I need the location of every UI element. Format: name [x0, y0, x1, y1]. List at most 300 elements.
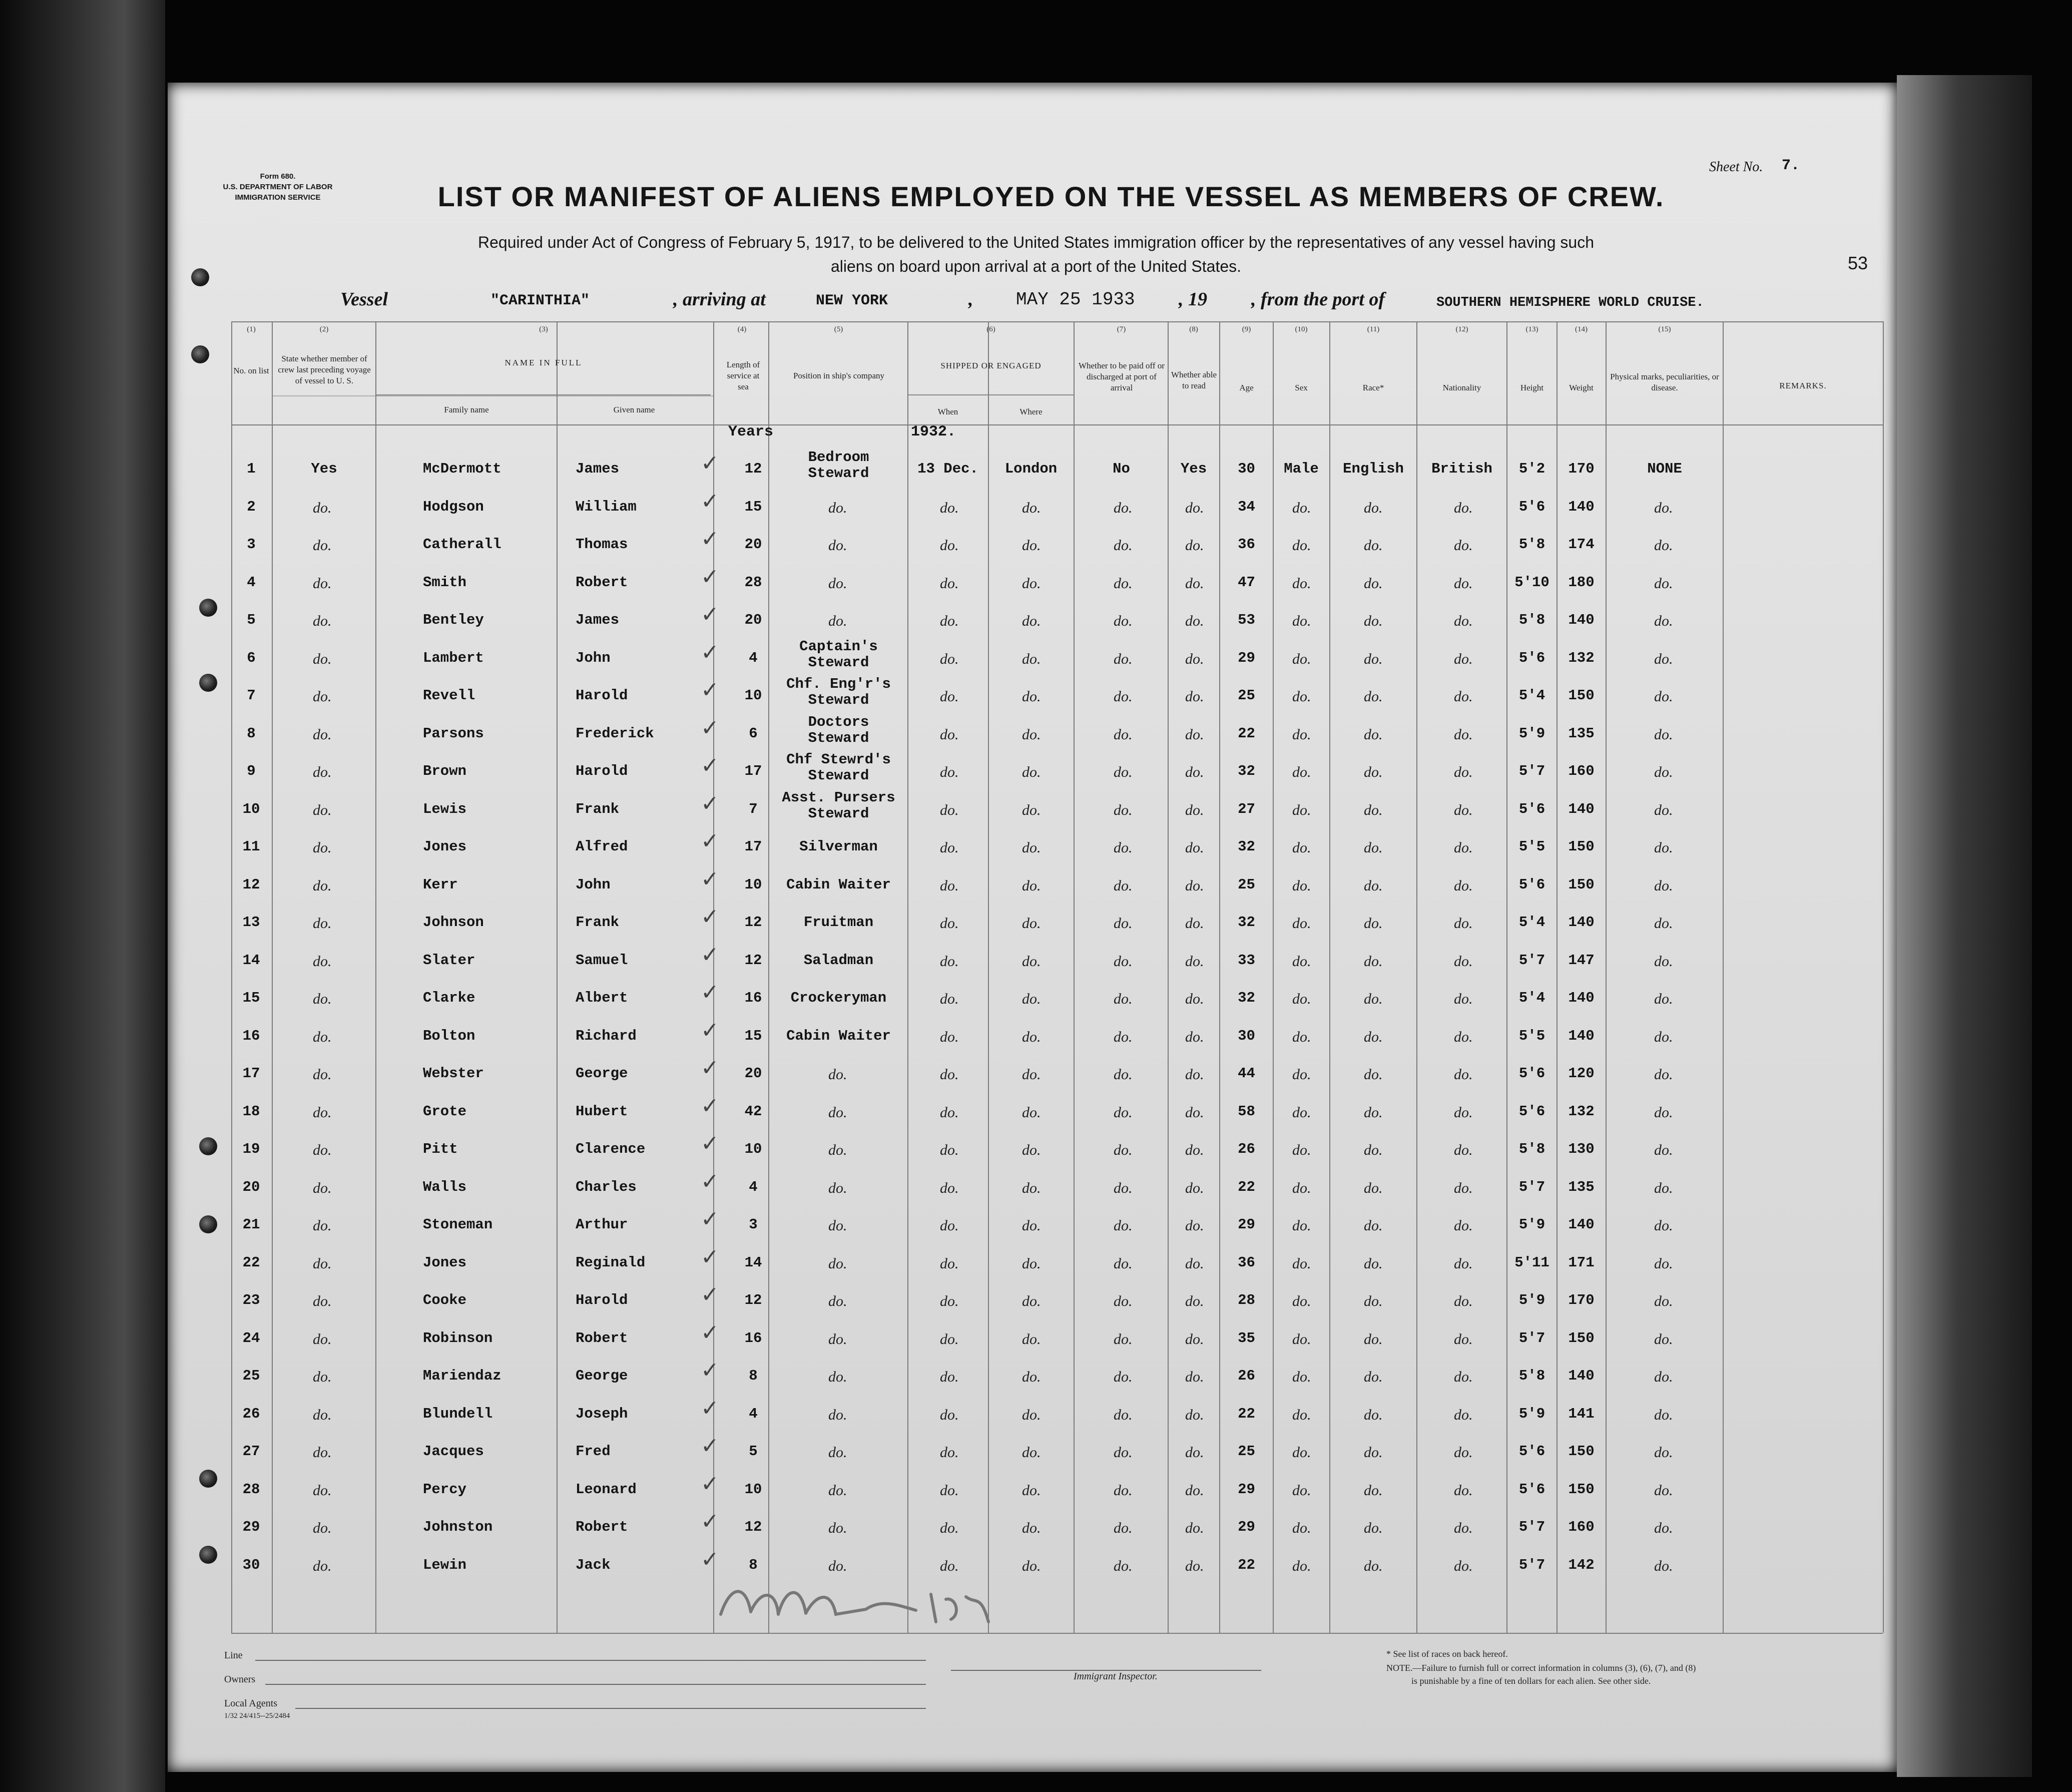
when-ditto: do.: [940, 953, 959, 970]
read-ditto: do.: [1185, 613, 1204, 629]
position: Saladman: [803, 952, 874, 969]
age: 36: [1238, 1254, 1255, 1271]
read-ditto: do.: [1185, 1520, 1204, 1536]
sex-ditto: do.: [1292, 991, 1311, 1007]
age: 36: [1238, 536, 1255, 553]
state-ditto: do.: [313, 575, 332, 592]
length-of-service: 8: [749, 1368, 758, 1384]
age: 58: [1238, 1103, 1255, 1120]
marks-ditto: do.: [1654, 1330, 1673, 1348]
state-ditto: do.: [313, 688, 332, 705]
sex-ditto: do.: [1292, 537, 1311, 554]
row-number: 9: [247, 763, 256, 779]
weight: 140: [1568, 990, 1595, 1006]
family-name: Stoneman: [423, 1216, 493, 1233]
sex-ditto: do.: [1292, 1330, 1311, 1348]
when-ditto: do.: [940, 1557, 959, 1574]
when-ditto: do.: [940, 1520, 959, 1536]
read-ditto: do.: [1185, 877, 1204, 894]
table-row: [0, 751, 2072, 792]
row-number: 8: [247, 725, 256, 742]
footer-inspector-label: Immigrant Inspector.: [1074, 1671, 1158, 1682]
position-ditto: do.: [828, 1330, 847, 1348]
where-ditto: do.: [1022, 1028, 1041, 1045]
table-row: [0, 981, 2072, 1019]
header-name-in-full: NAME IN FULL: [504, 358, 583, 367]
race-ditto: do.: [1364, 1330, 1383, 1348]
header-race: Race*: [1362, 383, 1384, 392]
paid-ditto: do.: [1114, 499, 1133, 516]
row-number: 7: [247, 687, 256, 704]
when-ditto: do.: [940, 537, 959, 554]
weight: 141: [1568, 1405, 1595, 1422]
weight: 132: [1568, 649, 1595, 666]
race-ditto: do.: [1364, 499, 1383, 516]
years-label: Years: [728, 423, 774, 440]
header-able-read: Whether able to read: [1171, 370, 1217, 390]
position-line-1: Bedroom: [808, 449, 869, 466]
footer-line-label: Line: [224, 1650, 243, 1661]
table-row: [0, 905, 2072, 943]
weight: 132: [1568, 1103, 1595, 1120]
height: 5'5: [1518, 838, 1545, 855]
nationality-ditto: do.: [1454, 801, 1473, 818]
age: 26: [1238, 1141, 1255, 1157]
read-ditto: do.: [1185, 1066, 1204, 1083]
weight: 150: [1568, 1481, 1595, 1498]
race-ditto: do.: [1364, 1520, 1383, 1536]
table-row: [0, 565, 2072, 603]
table-top-border: [231, 321, 1883, 322]
height: 5'7: [1518, 763, 1545, 779]
when-ditto: do.: [940, 1482, 959, 1499]
header-no-on-list: No. on list: [233, 366, 269, 375]
form-number: Form 680.: [260, 172, 296, 181]
position-line-2: Steward: [808, 729, 869, 746]
table-row: [0, 449, 2072, 490]
given-name: Robert: [576, 574, 628, 591]
where-ditto: do.: [1022, 1520, 1041, 1536]
where-ditto: do.: [1022, 877, 1041, 894]
marks-ditto: do.: [1654, 1142, 1673, 1158]
age: 30: [1238, 461, 1255, 477]
marks-ditto: do.: [1654, 1217, 1673, 1234]
sex-ditto: do.: [1292, 688, 1311, 705]
sex-ditto: do.: [1292, 1520, 1311, 1536]
race-ditto: do.: [1364, 1293, 1383, 1309]
punch-hole: [191, 345, 209, 363]
weight: 150: [1568, 687, 1595, 704]
weight: 160: [1568, 763, 1595, 779]
height: 5'6: [1518, 498, 1545, 515]
table-row: [0, 829, 2072, 867]
race-ditto: do.: [1364, 915, 1383, 932]
position-ditto: do.: [828, 537, 847, 554]
form-service: IMMIGRATION SERVICE: [235, 193, 321, 202]
position-line-2: Steward: [808, 654, 869, 671]
nationality-ditto: do.: [1454, 537, 1473, 554]
hairline: [273, 395, 713, 396]
length-of-service: 12: [744, 1519, 762, 1535]
length-of-service: 4: [749, 1178, 758, 1195]
check-mark-icon: ✓: [701, 1055, 719, 1081]
given-name: Thomas: [576, 536, 628, 553]
length-of-service: 10: [744, 1141, 762, 1157]
arrival-date: MAY 25 1933: [1016, 289, 1135, 310]
where-ditto: do.: [1022, 650, 1041, 667]
weight: 140: [1568, 498, 1595, 515]
length-of-service: 10: [744, 1481, 762, 1498]
table-row: [0, 1132, 2072, 1170]
race: English: [1343, 461, 1404, 477]
when-ditto: do.: [940, 1028, 959, 1045]
row-number: 23: [242, 1292, 260, 1308]
when-ditto: do.: [940, 915, 959, 932]
given-name: George: [576, 1065, 628, 1082]
check-mark-icon: ✓: [701, 1319, 719, 1346]
marks-ditto: do.: [1654, 688, 1673, 705]
weight: 170: [1568, 461, 1595, 477]
marks-ditto: do.: [1654, 613, 1673, 629]
height: 5'4: [1518, 990, 1545, 1006]
shipped-subheader-rule: [908, 394, 1074, 395]
paid-ditto: do.: [1114, 1217, 1133, 1234]
read-ditto: do.: [1185, 839, 1204, 856]
family-name: Kerr: [423, 876, 458, 893]
state-ditto: do.: [313, 1482, 332, 1499]
family-name: Pitt: [423, 1141, 458, 1157]
sex-ditto: do.: [1292, 1028, 1311, 1045]
weight: 140: [1568, 914, 1595, 931]
family-name: Lewin: [423, 1556, 467, 1573]
marks-ditto: do.: [1654, 953, 1673, 970]
col-num-2: (2): [319, 325, 329, 333]
header-physical-marks: Physical marks, peculiarities, or disease.: [1610, 372, 1719, 392]
header-shipped: SHIPPED OR ENGAGED: [940, 361, 1042, 370]
row-number: 29: [242, 1519, 260, 1535]
footer-owners-label: Owners: [224, 1674, 256, 1685]
sex-ditto: do.: [1292, 877, 1311, 894]
height: 5'7: [1518, 1178, 1545, 1195]
check-mark-icon: ✓: [701, 1358, 719, 1383]
paid-ditto: do.: [1114, 991, 1133, 1007]
age: 27: [1238, 800, 1255, 817]
read-ditto: do.: [1185, 801, 1204, 818]
table-row: [0, 678, 2072, 716]
height: 5'6: [1518, 1103, 1545, 1120]
col-num-10: (10): [1295, 325, 1308, 333]
paid-ditto: do.: [1114, 1406, 1133, 1423]
row-number: 2: [247, 498, 256, 515]
family-name: Parsons: [423, 725, 484, 742]
given-name: Harold: [576, 687, 628, 704]
height: 5'5: [1518, 1027, 1545, 1044]
weight: 147: [1568, 952, 1595, 969]
marks-ditto: do.: [1654, 1066, 1673, 1083]
where-ditto: do.: [1022, 1179, 1041, 1196]
given-name: Fred: [576, 1443, 611, 1460]
table-row: [0, 638, 2072, 679]
race-ditto: do.: [1364, 1104, 1383, 1121]
weight: 170: [1568, 1292, 1595, 1308]
marks-ditto: do.: [1654, 839, 1673, 856]
height: 5'8: [1518, 1368, 1545, 1384]
position: Cabin Waiter: [786, 1027, 891, 1044]
height: 5'4: [1518, 914, 1545, 931]
when-ditto: do.: [940, 1217, 959, 1234]
weight: 142: [1568, 1556, 1595, 1573]
nationality-ditto: do.: [1454, 1179, 1473, 1196]
height: 5'7: [1518, 1329, 1545, 1347]
sex-ditto: do.: [1292, 650, 1311, 667]
header-where: Where: [1019, 407, 1043, 416]
where-ditto: do.: [1022, 764, 1041, 780]
nationality-ditto: do.: [1454, 953, 1473, 970]
marks-ditto: do.: [1654, 575, 1673, 592]
read-ditto: do.: [1185, 1557, 1204, 1574]
check-mark-icon: ✓: [701, 904, 719, 930]
where-ditto: do.: [1022, 1482, 1041, 1499]
height: 5'9: [1518, 1292, 1545, 1308]
sex-ditto: do.: [1292, 1179, 1311, 1196]
where-ditto: do.: [1022, 726, 1041, 743]
length-of-service: 12: [744, 914, 762, 931]
marks-ditto: do.: [1654, 801, 1673, 818]
paid-ditto: do.: [1114, 801, 1133, 818]
col-num-11: (11): [1367, 325, 1380, 333]
nationality-ditto: do.: [1454, 877, 1473, 894]
col-num-13: (13): [1525, 325, 1538, 333]
given-name: James: [576, 461, 620, 477]
table-bottom-border: [231, 1633, 1883, 1634]
race-ditto: do.: [1364, 839, 1383, 856]
position-ditto: do.: [828, 1255, 847, 1272]
state-ditto: do.: [313, 1104, 332, 1121]
length-of-service: 15: [744, 1027, 762, 1044]
paid-ditto: do.: [1114, 1255, 1133, 1272]
paid-ditto: do.: [1114, 688, 1133, 705]
family-name: Brown: [423, 763, 467, 779]
table-row: [0, 1056, 2072, 1094]
family-name: Johnson: [423, 914, 484, 931]
family-name: Johnston: [423, 1519, 493, 1535]
where-ditto: do.: [1022, 915, 1041, 932]
marks-ditto: do.: [1654, 1557, 1673, 1574]
sex-ditto: do.: [1292, 1104, 1311, 1121]
where-ditto: do.: [1022, 953, 1041, 970]
sex-ditto: do.: [1292, 1066, 1311, 1083]
state-ditto: do.: [313, 650, 332, 667]
read-ditto: do.: [1185, 1142, 1204, 1158]
family-name: Revell: [423, 687, 475, 704]
col-num-8: (8): [1189, 325, 1198, 333]
footer-owners-rule: [265, 1684, 926, 1685]
read-ditto: do.: [1185, 764, 1204, 780]
read-ditto: do.: [1185, 537, 1204, 554]
nationality-ditto: do.: [1454, 1369, 1473, 1385]
length-of-service: 20: [744, 536, 762, 553]
sex-ditto: do.: [1292, 575, 1311, 592]
family-name: Lewis: [423, 800, 467, 817]
row-number: 16: [242, 1027, 260, 1044]
weight: 140: [1568, 1216, 1595, 1233]
when-ditto: do.: [940, 1066, 959, 1083]
table-row: [0, 1359, 2072, 1397]
sheet-number: 7.: [1782, 157, 1800, 174]
nationality-ditto: do.: [1454, 1028, 1473, 1045]
given-name: Joseph: [576, 1405, 628, 1422]
when-ditto: do.: [940, 1255, 959, 1272]
position-ditto: do.: [828, 1217, 847, 1234]
read-ditto: do.: [1185, 1217, 1204, 1234]
header-height: Height: [1520, 383, 1544, 392]
weight: 140: [1568, 1368, 1595, 1384]
where-ditto: do.: [1022, 499, 1041, 516]
weight: 135: [1568, 1178, 1595, 1195]
length-of-service: 17: [744, 838, 762, 855]
row-number: 18: [242, 1103, 260, 1120]
height: 5'8: [1518, 612, 1545, 628]
row-number: 15: [242, 990, 260, 1006]
row-number: 14: [242, 952, 260, 969]
nationality-ditto: do.: [1454, 1255, 1473, 1272]
footer-print-code: 1/32 24/415--25/2484: [224, 1712, 290, 1720]
state-ditto: do.: [313, 499, 332, 516]
table-row: [0, 1283, 2072, 1321]
vessel-name: "CARINTHIA": [490, 292, 590, 309]
sex-ditto: do.: [1292, 764, 1311, 780]
given-name: William: [576, 498, 637, 515]
race-ditto: do.: [1364, 801, 1383, 818]
footer-agents-rule: [295, 1708, 926, 1709]
footer-local-agents-label: Local Agents: [224, 1698, 278, 1709]
position-ditto: do.: [828, 499, 847, 516]
check-mark-icon: ✓: [701, 1093, 719, 1119]
when-ditto: do.: [940, 801, 959, 818]
where-ditto: do.: [1022, 537, 1041, 554]
when-ditto: do.: [940, 650, 959, 667]
when-ditto: do.: [940, 688, 959, 705]
length-of-service: 4: [749, 649, 758, 666]
read-ditto: do.: [1185, 1482, 1204, 1499]
read-ditto: do.: [1185, 1104, 1204, 1121]
paid-ditto: do.: [1114, 839, 1133, 856]
position-ditto: do.: [828, 1557, 847, 1574]
marks-ditto: do.: [1654, 1406, 1673, 1423]
state-ditto: do.: [313, 839, 332, 856]
race-ditto: do.: [1364, 1369, 1383, 1385]
given-name: Alfred: [576, 838, 628, 855]
length-of-service: 16: [744, 990, 762, 1006]
position: Crockeryman: [790, 990, 887, 1006]
position-ditto: do.: [828, 1520, 847, 1536]
length-of-service: 8: [749, 1556, 758, 1573]
form-department: U.S. DEPARTMENT OF LABOR: [223, 183, 333, 191]
check-mark-icon: ✓: [701, 1168, 719, 1194]
family-name: Jacques: [423, 1443, 484, 1460]
family-name: Cooke: [423, 1292, 467, 1308]
age: 26: [1238, 1368, 1255, 1384]
row-number: 12: [242, 876, 260, 893]
state-ditto: do.: [313, 877, 332, 894]
length-of-service: 15: [744, 498, 762, 515]
family-name: Mariendaz: [423, 1368, 501, 1384]
family-name: Grote: [423, 1103, 467, 1120]
given-name: Frank: [576, 914, 620, 931]
age: 35: [1238, 1329, 1255, 1347]
row-number: 25: [242, 1368, 260, 1384]
table-row: [0, 1094, 2072, 1132]
page-number: 53: [1848, 253, 1868, 273]
comma: ,: [968, 289, 973, 310]
age: 22: [1238, 725, 1255, 742]
age: 22: [1238, 1178, 1255, 1195]
check-mark-icon: ✓: [701, 1131, 719, 1156]
position-line-2: Steward: [808, 767, 869, 784]
subtitle-line-2: aliens on board upon arrival at a port of the United States.: [830, 257, 1242, 275]
nationality: British: [1431, 461, 1492, 477]
header-position: Position in ship's company: [793, 371, 885, 380]
where-ditto: do.: [1022, 1330, 1041, 1348]
col-num-15: (15): [1658, 325, 1671, 333]
race-ditto: do.: [1364, 1066, 1383, 1083]
check-mark-icon: ✓: [701, 451, 719, 476]
length-of-service: 12: [744, 952, 762, 969]
position: Silverman: [799, 838, 878, 855]
when-ditto: do.: [940, 1330, 959, 1348]
race-ditto: do.: [1364, 1482, 1383, 1499]
sex-ditto: do.: [1292, 726, 1311, 743]
state-ditto: do.: [313, 1444, 332, 1461]
position-line-1: Captain's: [799, 638, 878, 655]
age: 28: [1238, 1292, 1255, 1308]
where-ditto: do.: [1022, 1406, 1041, 1423]
weight: 150: [1568, 1443, 1595, 1460]
family-name: Blundell: [423, 1405, 493, 1422]
given-name: Richard: [576, 1027, 637, 1044]
family-name: Webster: [423, 1065, 484, 1082]
race-ditto: do.: [1364, 991, 1383, 1007]
state-ditto: do.: [313, 915, 332, 932]
given-name: Frank: [576, 800, 620, 817]
age: 30: [1238, 1027, 1255, 1044]
table-row: [0, 1019, 2072, 1057]
paid-ditto: do.: [1114, 1104, 1133, 1121]
physical-marks: NONE: [1647, 461, 1682, 477]
read-ditto: do.: [1185, 1255, 1204, 1272]
family-name: Catherall: [423, 536, 501, 553]
read-ditto: do.: [1185, 1369, 1204, 1385]
given-name: Robert: [576, 1519, 628, 1535]
where-ditto: do.: [1022, 1444, 1041, 1461]
sex-ditto: do.: [1292, 499, 1311, 516]
marks-ditto: do.: [1654, 1028, 1673, 1045]
given-name: Hubert: [576, 1103, 628, 1120]
paid-ditto: do.: [1114, 1557, 1133, 1574]
when-ditto: do.: [940, 1406, 959, 1423]
position: Cabin Waiter: [786, 876, 891, 893]
row-number: 22: [242, 1254, 260, 1271]
length-of-service: 20: [744, 612, 762, 628]
vessel-label: Vessel: [340, 289, 388, 310]
age: 22: [1238, 1556, 1255, 1573]
state-ditto: do.: [313, 953, 332, 970]
length-of-service: 10: [744, 876, 762, 893]
height: 5'8: [1518, 1141, 1545, 1157]
check-mark-icon: ✓: [701, 526, 719, 552]
family-name: McDermott: [423, 461, 501, 477]
nationality-ditto: do.: [1454, 764, 1473, 780]
